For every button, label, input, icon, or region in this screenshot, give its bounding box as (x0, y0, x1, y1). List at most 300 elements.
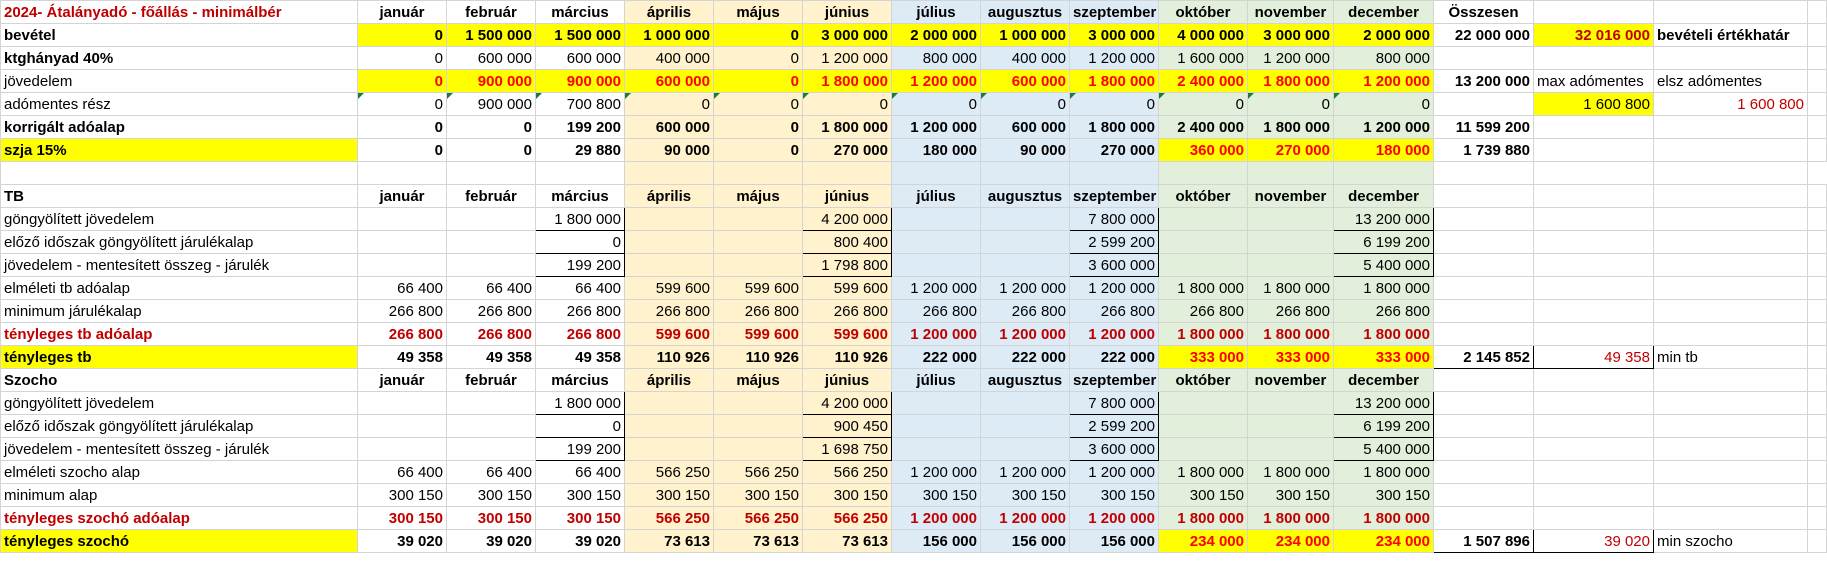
value-cell-12[interactable]: 1 800 000 (1334, 323, 1434, 346)
row-label-cell[interactable]: adómentes rész (1, 93, 358, 116)
value-cell-5[interactable]: 566 250 (714, 507, 803, 530)
value-cell-5[interactable]: 599 600 (714, 277, 803, 300)
value-cell-1[interactable] (358, 438, 447, 461)
extra-o-cell[interactable] (1654, 254, 1808, 277)
value-cell-3[interactable]: 199 200 (536, 116, 625, 139)
total-cell[interactable]: 11 599 200 (1434, 116, 1534, 139)
value-cell-5[interactable]: 266 800 (714, 300, 803, 323)
value-cell-4[interactable]: 400 000 (625, 47, 714, 70)
total-cell[interactable]: 2 145 852 (1434, 346, 1534, 369)
value-cell-1[interactable]: 300 150 (358, 484, 447, 507)
row-label-cell[interactable]: jövedelem (1, 70, 358, 93)
value-cell-8[interactable]: 600 000 (981, 116, 1070, 139)
extra-p-cell[interactable] (1808, 461, 1827, 484)
total-cell[interactable] (1434, 392, 1534, 415)
value-cell-4[interactable]: 266 800 (625, 300, 714, 323)
row-label-cell[interactable]: tényleges tb (1, 346, 358, 369)
value-cell-2[interactable] (447, 415, 536, 438)
month-header-3[interactable]: március (536, 369, 625, 392)
value-cell-10[interactable] (1159, 392, 1248, 415)
month-header-1[interactable]: január (358, 185, 447, 208)
total-cell[interactable] (1434, 277, 1534, 300)
value-cell-11[interactable]: 1 800 000 (1248, 116, 1334, 139)
value-cell-4[interactable]: 0 (625, 93, 714, 116)
empty-cell[interactable] (1808, 185, 1827, 208)
extra-n-cell[interactable] (1534, 139, 1654, 162)
empty-cell[interactable] (1434, 162, 1534, 185)
empty-cell[interactable] (892, 162, 981, 185)
value-cell-4[interactable]: 110 926 (625, 346, 714, 369)
extra-o-cell[interactable] (1654, 231, 1808, 254)
value-cell-7[interactable]: 222 000 (892, 346, 981, 369)
value-cell-12[interactable]: 0 (1334, 93, 1434, 116)
value-cell-10[interactable]: 333 000 (1159, 346, 1248, 369)
value-cell-5[interactable]: 0 (714, 70, 803, 93)
value-cell-1[interactable]: 266 800 (358, 300, 447, 323)
value-cell-6[interactable]: 800 400 (803, 231, 892, 254)
value-cell-10[interactable]: 0 (1159, 93, 1248, 116)
value-cell-4[interactable]: 300 150 (625, 484, 714, 507)
value-cell-4[interactable]: 600 000 (625, 116, 714, 139)
value-cell-7[interactable]: 0 (892, 93, 981, 116)
month-header-10[interactable]: október (1159, 1, 1248, 24)
value-cell-7[interactable]: 800 000 (892, 47, 981, 70)
value-cell-7[interactable]: 1 200 000 (892, 323, 981, 346)
month-header-10[interactable]: október (1159, 369, 1248, 392)
value-cell-6[interactable]: 4 200 000 (803, 208, 892, 231)
extra-o-cell[interactable] (1654, 139, 1808, 162)
value-cell-2[interactable] (447, 208, 536, 231)
value-cell-11[interactable]: 0 (1248, 93, 1334, 116)
empty-cell[interactable] (1808, 1, 1827, 24)
extra-p-cell[interactable] (1808, 392, 1827, 415)
month-header-11[interactable]: november (1248, 1, 1334, 24)
total-header-cell[interactable] (1434, 185, 1534, 208)
month-header-9[interactable]: szeptember (1070, 185, 1159, 208)
value-cell-12[interactable]: 13 200 000 (1334, 208, 1434, 231)
extra-p-cell[interactable] (1808, 208, 1827, 231)
value-cell-10[interactable]: 234 000 (1159, 530, 1248, 553)
row-label-cell[interactable]: göngyölített jövedelem (1, 208, 358, 231)
month-header-3[interactable]: március (536, 185, 625, 208)
value-cell-10[interactable]: 1 800 000 (1159, 323, 1248, 346)
value-cell-4[interactable]: 600 000 (625, 70, 714, 93)
value-cell-4[interactable]: 599 600 (625, 323, 714, 346)
row-label-cell[interactable]: szja 15% (1, 139, 358, 162)
value-cell-6[interactable]: 566 250 (803, 507, 892, 530)
value-cell-1[interactable] (358, 254, 447, 277)
value-cell-6[interactable]: 270 000 (803, 139, 892, 162)
empty-cell[interactable] (1070, 162, 1159, 185)
value-cell-11[interactable] (1248, 254, 1334, 277)
value-cell-5[interactable]: 0 (714, 116, 803, 139)
value-cell-5[interactable]: 110 926 (714, 346, 803, 369)
value-cell-8[interactable]: 1 200 000 (981, 461, 1070, 484)
value-cell-12[interactable]: 800 000 (1334, 47, 1434, 70)
value-cell-8[interactable] (981, 231, 1070, 254)
value-cell-1[interactable]: 39 020 (358, 530, 447, 553)
empty-cell[interactable] (1654, 1, 1808, 24)
value-cell-10[interactable]: 1 600 000 (1159, 47, 1248, 70)
value-cell-11[interactable]: 3 000 000 (1248, 24, 1334, 47)
value-cell-5[interactable]: 566 250 (714, 461, 803, 484)
extra-p-cell[interactable] (1808, 484, 1827, 507)
extra-o-cell[interactable] (1654, 323, 1808, 346)
value-cell-12[interactable]: 5 400 000 (1334, 254, 1434, 277)
value-cell-11[interactable] (1248, 392, 1334, 415)
value-cell-9[interactable]: 1 800 000 (1070, 70, 1159, 93)
month-header-1[interactable]: január (358, 369, 447, 392)
value-cell-3[interactable]: 0 (536, 231, 625, 254)
total-cell[interactable] (1434, 254, 1534, 277)
value-cell-11[interactable]: 1 200 000 (1248, 47, 1334, 70)
value-cell-11[interactable] (1248, 231, 1334, 254)
extra-o-cell[interactable] (1654, 277, 1808, 300)
empty-cell[interactable] (803, 162, 892, 185)
value-cell-10[interactable]: 2 400 000 (1159, 70, 1248, 93)
month-header-3[interactable]: március (536, 1, 625, 24)
value-cell-3[interactable]: 1 500 000 (536, 24, 625, 47)
value-cell-10[interactable]: 300 150 (1159, 484, 1248, 507)
value-cell-12[interactable]: 300 150 (1334, 484, 1434, 507)
value-cell-2[interactable] (447, 254, 536, 277)
value-cell-4[interactable]: 566 250 (625, 507, 714, 530)
empty-cell[interactable] (447, 162, 536, 185)
value-cell-5[interactable]: 599 600 (714, 323, 803, 346)
value-cell-11[interactable] (1248, 438, 1334, 461)
value-cell-12[interactable]: 266 800 (1334, 300, 1434, 323)
value-cell-6[interactable]: 73 613 (803, 530, 892, 553)
extra-n-cell[interactable] (1534, 231, 1654, 254)
value-cell-5[interactable] (714, 208, 803, 231)
extra-n-cell[interactable] (1534, 461, 1654, 484)
value-cell-12[interactable]: 1 800 000 (1334, 277, 1434, 300)
row-label-cell[interactable]: tényleges tb adóalap (1, 323, 358, 346)
value-cell-4[interactable]: 73 613 (625, 530, 714, 553)
extra-p-cell[interactable] (1808, 47, 1827, 70)
value-cell-11[interactable]: 234 000 (1248, 530, 1334, 553)
value-cell-10[interactable]: 360 000 (1159, 139, 1248, 162)
empty-cell[interactable] (1808, 369, 1827, 392)
value-cell-10[interactable]: 1 800 000 (1159, 277, 1248, 300)
value-cell-12[interactable]: 1 800 000 (1334, 461, 1434, 484)
value-cell-6[interactable]: 1 800 000 (803, 70, 892, 93)
value-cell-10[interactable] (1159, 208, 1248, 231)
value-cell-9[interactable]: 266 800 (1070, 300, 1159, 323)
value-cell-9[interactable]: 3 600 000 (1070, 254, 1159, 277)
value-cell-8[interactable]: 156 000 (981, 530, 1070, 553)
month-header-8[interactable]: augusztus (981, 1, 1070, 24)
value-cell-8[interactable]: 1 200 000 (981, 277, 1070, 300)
value-cell-12[interactable]: 2 000 000 (1334, 24, 1434, 47)
value-cell-8[interactable]: 300 150 (981, 484, 1070, 507)
value-cell-1[interactable] (358, 392, 447, 415)
value-cell-11[interactable]: 270 000 (1248, 139, 1334, 162)
extra-p-cell[interactable] (1808, 346, 1827, 369)
empty-cell[interactable] (1654, 162, 1808, 185)
row-label-cell[interactable]: előző időszak göngyölített járulékalap (1, 415, 358, 438)
extra-o-cell[interactable] (1654, 415, 1808, 438)
value-cell-12[interactable]: 6 199 200 (1334, 415, 1434, 438)
extra-p-cell[interactable] (1808, 300, 1827, 323)
value-cell-10[interactable] (1159, 415, 1248, 438)
value-cell-5[interactable]: 0 (714, 93, 803, 116)
value-cell-7[interactable]: 1 200 000 (892, 277, 981, 300)
row-label-cell[interactable]: előző időszak göngyölített járulékalap (1, 231, 358, 254)
month-header-10[interactable]: október (1159, 185, 1248, 208)
value-cell-2[interactable] (447, 392, 536, 415)
month-header-12[interactable]: december (1334, 185, 1434, 208)
total-header-cell[interactable]: Összesen (1434, 1, 1534, 24)
extra-p-cell[interactable] (1808, 70, 1827, 93)
value-cell-1[interactable]: 0 (358, 139, 447, 162)
extra-n-cell[interactable] (1534, 392, 1654, 415)
empty-cell[interactable] (536, 162, 625, 185)
month-header-8[interactable]: augusztus (981, 369, 1070, 392)
extra-p-cell[interactable] (1808, 530, 1827, 553)
value-cell-5[interactable]: 73 613 (714, 530, 803, 553)
total-cell[interactable]: 1 507 896 (1434, 530, 1534, 553)
value-cell-12[interactable]: 333 000 (1334, 346, 1434, 369)
total-cell[interactable] (1434, 323, 1534, 346)
value-cell-8[interactable]: 222 000 (981, 346, 1070, 369)
value-cell-6[interactable]: 1 698 750 (803, 438, 892, 461)
value-cell-2[interactable] (447, 231, 536, 254)
extra-p-cell[interactable] (1808, 438, 1827, 461)
month-header-7[interactable]: július (892, 185, 981, 208)
value-cell-8[interactable]: 1 000 000 (981, 24, 1070, 47)
total-cell[interactable] (1434, 438, 1534, 461)
value-cell-7[interactable] (892, 415, 981, 438)
value-cell-1[interactable]: 66 400 (358, 277, 447, 300)
month-header-8[interactable]: augusztus (981, 185, 1070, 208)
extra-p-cell[interactable] (1808, 277, 1827, 300)
value-cell-9[interactable]: 222 000 (1070, 346, 1159, 369)
row-label-cell[interactable]: göngyölített jövedelem (1, 392, 358, 415)
extra-n-cell[interactable] (1534, 277, 1654, 300)
value-cell-3[interactable]: 300 150 (536, 484, 625, 507)
value-cell-8[interactable]: 600 000 (981, 70, 1070, 93)
value-cell-9[interactable]: 1 200 000 (1070, 277, 1159, 300)
extra-n-cell[interactable] (1534, 507, 1654, 530)
month-header-9[interactable]: szeptember (1070, 1, 1159, 24)
value-cell-6[interactable]: 266 800 (803, 300, 892, 323)
value-cell-5[interactable]: 300 150 (714, 484, 803, 507)
row-label-cell[interactable]: minimum járulékalap (1, 300, 358, 323)
extra-p-cell[interactable] (1808, 323, 1827, 346)
month-header-11[interactable]: november (1248, 369, 1334, 392)
value-cell-1[interactable]: 0 (358, 70, 447, 93)
value-cell-12[interactable]: 180 000 (1334, 139, 1434, 162)
empty-cell[interactable] (1248, 162, 1334, 185)
value-cell-4[interactable] (625, 415, 714, 438)
value-cell-7[interactable]: 1 200 000 (892, 70, 981, 93)
row-label-cell[interactable]: tényleges szochó (1, 530, 358, 553)
value-cell-1[interactable]: 266 800 (358, 323, 447, 346)
total-cell[interactable] (1434, 415, 1534, 438)
value-cell-3[interactable]: 199 200 (536, 254, 625, 277)
value-cell-2[interactable]: 300 150 (447, 507, 536, 530)
value-cell-5[interactable] (714, 231, 803, 254)
value-cell-5[interactable]: 0 (714, 24, 803, 47)
value-cell-9[interactable]: 1 200 000 (1070, 461, 1159, 484)
empty-cell[interactable] (714, 162, 803, 185)
month-header-2[interactable]: február (447, 369, 536, 392)
total-header-cell[interactable] (1434, 369, 1534, 392)
month-header-6[interactable]: június (803, 185, 892, 208)
extra-p-cell[interactable] (1808, 24, 1827, 47)
value-cell-6[interactable]: 900 450 (803, 415, 892, 438)
row-title-cell[interactable]: Szocho (1, 369, 358, 392)
value-cell-8[interactable] (981, 415, 1070, 438)
extra-n-cell[interactable]: 39 020 (1534, 530, 1654, 553)
value-cell-4[interactable] (625, 208, 714, 231)
month-header-5[interactable]: május (714, 185, 803, 208)
value-cell-5[interactable]: 0 (714, 139, 803, 162)
value-cell-8[interactable] (981, 208, 1070, 231)
empty-cell[interactable] (1534, 369, 1654, 392)
extra-o-cell[interactable] (1654, 461, 1808, 484)
extra-n-cell[interactable] (1534, 254, 1654, 277)
extra-o-cell[interactable]: min tb (1654, 346, 1808, 369)
value-cell-11[interactable]: 1 800 000 (1248, 507, 1334, 530)
value-cell-3[interactable]: 199 200 (536, 438, 625, 461)
value-cell-4[interactable] (625, 254, 714, 277)
value-cell-8[interactable] (981, 438, 1070, 461)
value-cell-3[interactable]: 66 400 (536, 277, 625, 300)
value-cell-9[interactable]: 270 000 (1070, 139, 1159, 162)
value-cell-2[interactable]: 266 800 (447, 323, 536, 346)
total-cell[interactable] (1434, 484, 1534, 507)
value-cell-6[interactable]: 1 800 000 (803, 116, 892, 139)
value-cell-7[interactable]: 1 200 000 (892, 507, 981, 530)
value-cell-11[interactable]: 1 800 000 (1248, 461, 1334, 484)
extra-o-cell[interactable] (1654, 47, 1808, 70)
value-cell-8[interactable]: 1 200 000 (981, 323, 1070, 346)
extra-p-cell[interactable] (1808, 139, 1827, 162)
value-cell-2[interactable]: 266 800 (447, 300, 536, 323)
value-cell-3[interactable]: 900 000 (536, 70, 625, 93)
value-cell-9[interactable]: 2 599 200 (1070, 415, 1159, 438)
month-header-4[interactable]: április (625, 185, 714, 208)
value-cell-11[interactable] (1248, 415, 1334, 438)
value-cell-2[interactable]: 600 000 (447, 47, 536, 70)
value-cell-5[interactable] (714, 415, 803, 438)
value-cell-10[interactable]: 266 800 (1159, 300, 1248, 323)
value-cell-6[interactable]: 599 600 (803, 323, 892, 346)
month-header-6[interactable]: június (803, 1, 892, 24)
month-header-12[interactable]: december (1334, 369, 1434, 392)
value-cell-4[interactable] (625, 392, 714, 415)
value-cell-2[interactable]: 300 150 (447, 484, 536, 507)
value-cell-8[interactable]: 0 (981, 93, 1070, 116)
value-cell-3[interactable]: 1 800 000 (536, 208, 625, 231)
value-cell-7[interactable] (892, 231, 981, 254)
value-cell-9[interactable]: 1 800 000 (1070, 116, 1159, 139)
value-cell-11[interactable] (1248, 208, 1334, 231)
value-cell-8[interactable] (981, 392, 1070, 415)
row-label-cell[interactable]: korrigált adóalap (1, 116, 358, 139)
empty-cell[interactable] (1534, 1, 1654, 24)
month-header-5[interactable]: május (714, 369, 803, 392)
value-cell-3[interactable]: 0 (536, 415, 625, 438)
value-cell-2[interactable]: 66 400 (447, 461, 536, 484)
value-cell-1[interactable] (358, 231, 447, 254)
value-cell-4[interactable]: 1 000 000 (625, 24, 714, 47)
value-cell-9[interactable]: 0 (1070, 93, 1159, 116)
value-cell-6[interactable]: 599 600 (803, 277, 892, 300)
extra-n-cell[interactable] (1534, 47, 1654, 70)
value-cell-4[interactable] (625, 231, 714, 254)
month-header-1[interactable]: január (358, 1, 447, 24)
month-header-6[interactable]: június (803, 369, 892, 392)
value-cell-12[interactable]: 5 400 000 (1334, 438, 1434, 461)
month-header-2[interactable]: február (447, 1, 536, 24)
value-cell-3[interactable]: 266 800 (536, 300, 625, 323)
value-cell-11[interactable]: 1 800 000 (1248, 277, 1334, 300)
value-cell-8[interactable]: 90 000 (981, 139, 1070, 162)
value-cell-10[interactable]: 1 800 000 (1159, 507, 1248, 530)
value-cell-9[interactable]: 156 000 (1070, 530, 1159, 553)
row-label-cell[interactable]: bevétel (1, 24, 358, 47)
value-cell-6[interactable]: 4 200 000 (803, 392, 892, 415)
row-label-cell[interactable]: jövedelem - mentesített összeg - járulék (1, 438, 358, 461)
value-cell-9[interactable]: 3 600 000 (1070, 438, 1159, 461)
value-cell-3[interactable]: 49 358 (536, 346, 625, 369)
value-cell-8[interactable]: 266 800 (981, 300, 1070, 323)
row-title-cell[interactable]: 2024- Átalányadó - főállás - minimálbér (1, 1, 358, 24)
value-cell-7[interactable]: 266 800 (892, 300, 981, 323)
value-cell-7[interactable]: 1 200 000 (892, 116, 981, 139)
value-cell-2[interactable]: 900 000 (447, 70, 536, 93)
extra-n-cell[interactable] (1534, 208, 1654, 231)
value-cell-7[interactable] (892, 438, 981, 461)
extra-o-cell[interactable]: elsz adómentes (1654, 70, 1808, 93)
empty-cell[interactable] (625, 162, 714, 185)
value-cell-2[interactable]: 0 (447, 139, 536, 162)
extra-o-cell[interactable] (1654, 438, 1808, 461)
value-cell-6[interactable]: 110 926 (803, 346, 892, 369)
extra-p-cell[interactable] (1808, 231, 1827, 254)
month-header-5[interactable]: május (714, 1, 803, 24)
value-cell-7[interactable] (892, 392, 981, 415)
value-cell-10[interactable]: 4 000 000 (1159, 24, 1248, 47)
value-cell-7[interactable] (892, 254, 981, 277)
value-cell-1[interactable]: 0 (358, 93, 447, 116)
value-cell-11[interactable]: 300 150 (1248, 484, 1334, 507)
value-cell-9[interactable]: 3 000 000 (1070, 24, 1159, 47)
value-cell-3[interactable]: 66 400 (536, 461, 625, 484)
extra-o-cell[interactable] (1654, 116, 1808, 139)
value-cell-9[interactable]: 1 200 000 (1070, 323, 1159, 346)
value-cell-4[interactable] (625, 438, 714, 461)
total-cell[interactable] (1434, 231, 1534, 254)
value-cell-9[interactable]: 2 599 200 (1070, 231, 1159, 254)
value-cell-12[interactable]: 13 200 000 (1334, 392, 1434, 415)
value-cell-9[interactable]: 1 200 000 (1070, 507, 1159, 530)
total-cell[interactable] (1434, 47, 1534, 70)
value-cell-1[interactable] (358, 208, 447, 231)
row-title-cell[interactable]: TB (1, 185, 358, 208)
value-cell-9[interactable]: 7 800 000 (1070, 208, 1159, 231)
value-cell-11[interactable]: 266 800 (1248, 300, 1334, 323)
value-cell-7[interactable] (892, 208, 981, 231)
value-cell-1[interactable]: 49 358 (358, 346, 447, 369)
empty-cell[interactable] (1334, 162, 1434, 185)
empty-cell[interactable] (358, 162, 447, 185)
value-cell-12[interactable]: 234 000 (1334, 530, 1434, 553)
row-label-cell[interactable]: ktghányad 40% (1, 47, 358, 70)
